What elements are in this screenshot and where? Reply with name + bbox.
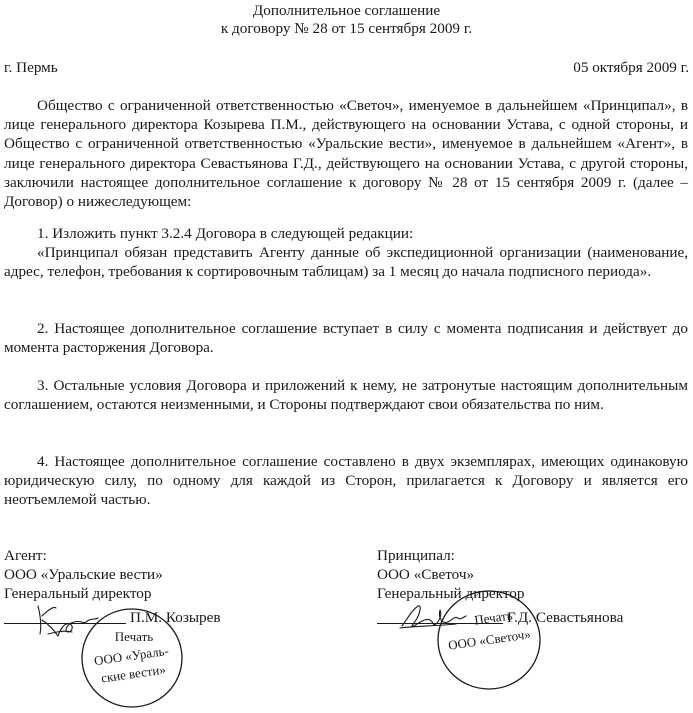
agent-position: Генеральный директор — [4, 585, 152, 602]
clause-2-paragraph: 2. Настоящее дополнительное соглашение вступает в силу с момента подписания и действует до момента расторжения Договора. — [4, 320, 688, 357]
document-title: Дополнительное соглашение — [252, 2, 441, 19]
clause-4-paragraph: 4. Настоящее дополнительное соглашение составлено в двух экземплярах, имеющих одинаковую юридическую силу, по одному для каждой из Сторон, прилагается к Договору и является его неотъемлемой частью. — [4, 453, 688, 509]
agent-org: ООО «Уральские вести» — [4, 566, 163, 583]
agent-stamp-line3: ские вести» — [100, 661, 167, 686]
principal-stamp — [432, 586, 546, 694]
preamble-paragraph: Общество с ограниченной ответственностью «Светоч», именуемое в дальнейшем «Принципал», в лице генерального директора Козырева П.М., действующего на основании Устава, с одной стороны, и Общество с ограниченной ответственностью «Уральские вести», именуемое в дальнейшем «Агент», в лице генерального директора Севастьянова Г.Д., действующего на основании Устава, с другой стороны, заключили настоящее дополнительное соглашение к договору № 28 от 15 сентября 2009 г. (далее – Договор) о нижеследующем: — [4, 97, 688, 211]
principal-name: Г.Д. Севастьянова — [507, 609, 624, 626]
principal-stamp-line2: ООО «Светоч» — [447, 626, 532, 653]
agent-role: Агент: — [4, 547, 47, 564]
principal-stamp-line1: Печать — [473, 607, 514, 628]
city: г. Пермь — [4, 59, 58, 76]
principal-role: Принципал: — [377, 547, 455, 564]
agent-name: П.М. Козырев — [130, 609, 221, 626]
agent-stamp — [76, 604, 188, 712]
agent-stamp-line1: Печать — [114, 629, 154, 644]
agent-stamp-line2: ООО «Ураль- — [93, 642, 170, 669]
document-subtitle: к договору № 28 от 15 сентября 2009 г. — [220, 20, 473, 37]
clause-3-paragraph: 3. Остальные условия Договора и приложений к нему, не затронутые настоящим дополнительным соглашением, остаются неизменными, и Стороны подтверждают свои обязательства по ним. — [4, 377, 688, 414]
principal-position: Генеральный директор — [377, 585, 525, 602]
clause-1-heading: 1. Изложить пункт 3.2.4 Договора в следующей редакции: — [37, 225, 414, 242]
principal-org: ООО «Светоч» — [377, 566, 475, 583]
document-date: 05 октября 2009 г. — [573, 59, 689, 76]
clause-1-text: «Принципал обязан представить Агенту данные об экспедиционной организации (наименование, адрес, телефон, требования к сортировочным таблицам) за 1 месяц до начала подписного периода». — [4, 244, 688, 281]
